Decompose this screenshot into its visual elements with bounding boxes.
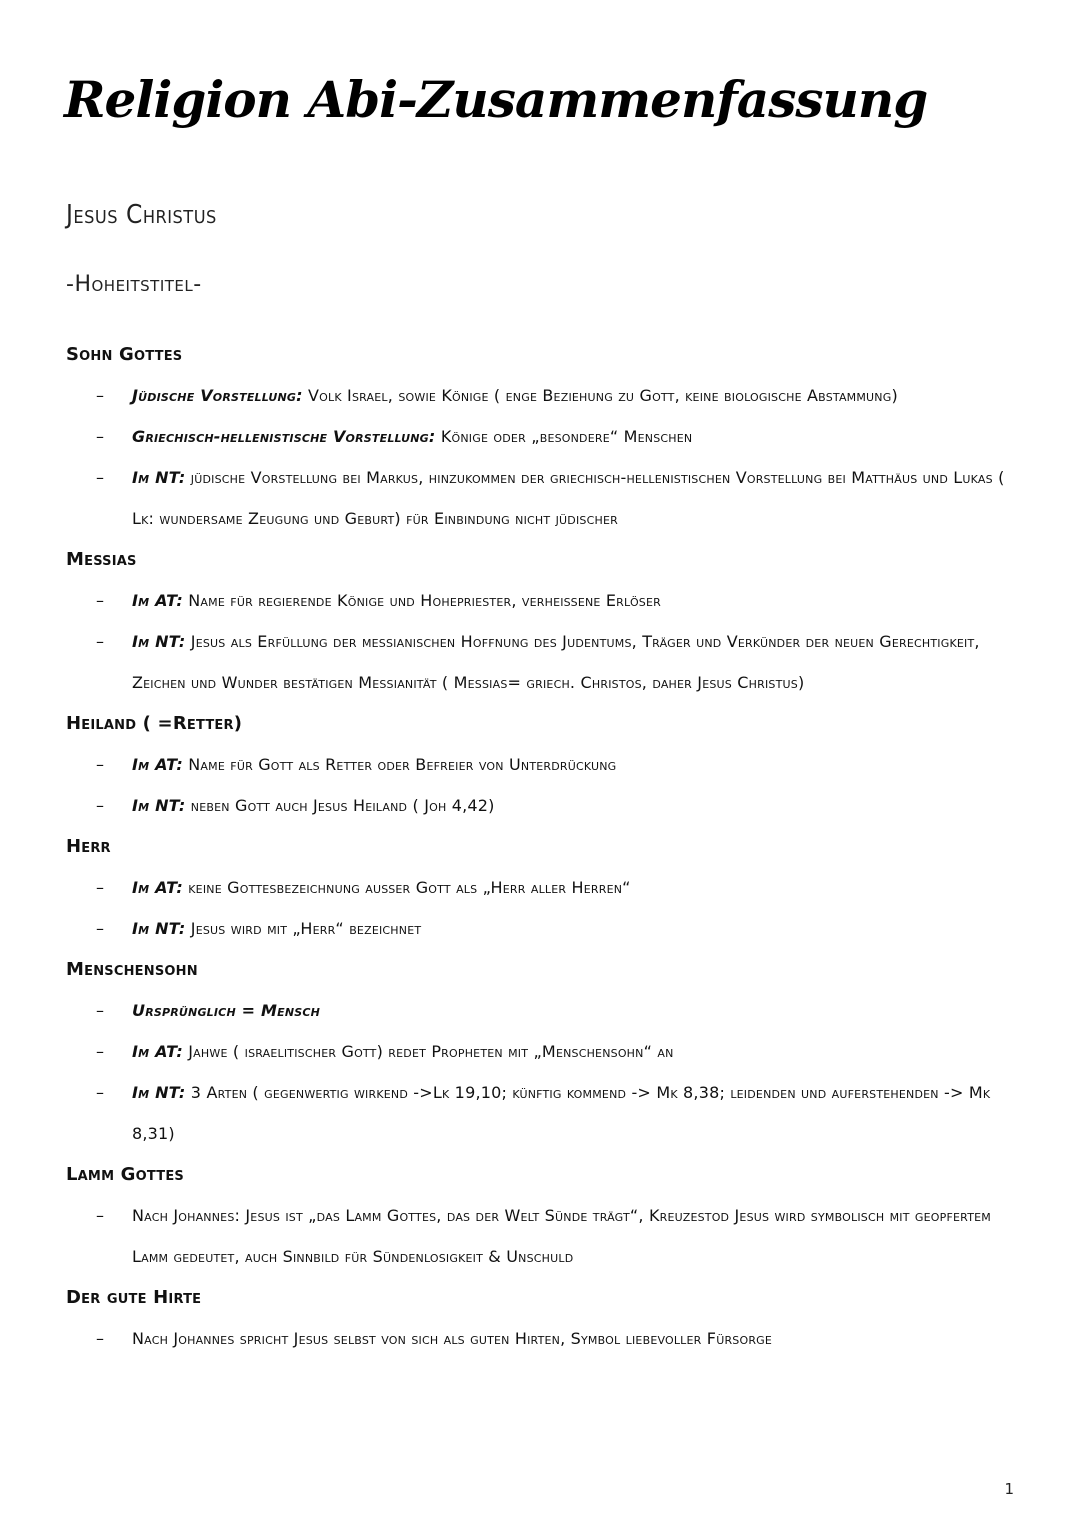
bullet-dash-icon: – — [96, 755, 105, 774]
bullet-label: Im AT: — [132, 755, 183, 774]
bullet-text: Nach Johannes spricht Jesus selbst von sich als guten Hirten, Symbol liebevoller Fürsorge — [132, 1329, 773, 1348]
bullet-item — [66, 1195, 1026, 1277]
bullet-text: Jesus wird mit „Herr“ bezeichnet — [190, 919, 422, 938]
term-heading: Messias — [66, 549, 137, 570]
bullet-text: Volk Israel, sowie Könige ( enge Beziehung zu Gott, keine biologische Abstammung) — [308, 386, 898, 405]
bullet-text: jüdische Vorstellung bei Markus, hinzukommen der griechisch-hellenistischen Vorstellung bei Matthäus und Lukas ( Lk: wundersame Zeugung und Geburt) für Einbindung nicht jüdischer — [132, 468, 1005, 528]
bullet-dash-icon: – — [96, 386, 105, 405]
section-title: Jesus Christus — [66, 200, 217, 230]
bullet-item — [66, 1072, 1026, 1154]
bullet-item — [66, 867, 1026, 908]
bullet-label: Im AT: — [132, 878, 183, 897]
document-title: Religion Abi-Zusammenfassung — [64, 70, 928, 129]
bullet-item — [66, 1318, 1026, 1359]
bullet-text: Name für Gott als Retter oder Befreier von Unterdrückung — [188, 755, 617, 774]
bullet-label: Im NT: — [132, 919, 186, 938]
bullet-dash-icon: – — [96, 1206, 105, 1225]
bullet-label: Im AT: — [132, 1042, 183, 1061]
term-heading: Der gute Hirte — [66, 1287, 202, 1308]
bullet-label: Im NT: — [132, 796, 186, 815]
bullet-item — [66, 908, 1026, 949]
bullet-text: neben Gott auch Jesus Heiland ( Joh 4,42) — [190, 796, 495, 815]
term-heading: Menschensohn — [66, 959, 198, 980]
bullet-item — [66, 990, 1026, 1031]
bullet-dash-icon: – — [96, 919, 105, 938]
bullet-dash-icon: – — [96, 591, 105, 610]
bullet-label: Im NT: — [132, 1083, 186, 1102]
bullet-text: 3 Arten ( gegenwertig wirkend ->Lk 19,10; künftig kommend -> Mk 8,38; leidenden und auferstehenden -> Mk 8,31) — [132, 1083, 991, 1143]
bullet-text: Nach Johannes: Jesus ist „das Lamm Gottes, das der Welt Sünde trägt“, Kreuzestod Jesus wird symbolisch mit geopfertem Lamm gedeutet, auch Sinnbild für Sündenlosigkeit & Unschuld — [132, 1206, 991, 1266]
bullet-item — [66, 457, 1026, 539]
bullet-item — [66, 621, 1026, 703]
page-number: 1 — [1004, 1480, 1014, 1498]
bullet-dash-icon: – — [96, 1042, 105, 1061]
bullet-item — [66, 1031, 1026, 1072]
bullet-item — [66, 580, 1026, 621]
bullet-item — [66, 375, 1026, 416]
bullet-label: Im NT: — [132, 468, 186, 487]
bullet-item — [66, 785, 1026, 826]
bullet-text: Jahwe ( israelitischer Gott) redet Propheten mit „Menschensohn“ an — [188, 1042, 674, 1061]
bullet-dash-icon: – — [96, 1083, 105, 1102]
bullet-text: Jesus als Erfüllung der messianischen Hoffnung des Judentums, Träger und Verkünder der neuen Gerechtigkeit, Zeichen und Wunder bestätigen Messianität ( Messias= griech. Christos, daher Jesus Christus) — [132, 632, 980, 692]
bullet-text: Name für regierende Könige und Hohepriester, verheißene Erlöser — [188, 591, 661, 610]
bullet-text: Könige oder „besondere“ Menschen — [440, 427, 693, 446]
term-heading: Sohn Gottes — [66, 344, 183, 365]
bullet-dash-icon: – — [96, 632, 105, 651]
bullet-label: Griechisch-hellenistische Vorstellung: — [132, 427, 436, 446]
bullet-label: Ursprünglich = Mensch — [132, 1001, 321, 1020]
content-body — [66, 334, 1026, 1359]
bullet-label: Im NT: — [132, 632, 186, 651]
term-heading: Herr — [66, 836, 111, 857]
bullet-text: keine Gottesbezeichnung außer Gott als „Herr aller Herren“ — [188, 878, 631, 897]
bullet-item — [66, 416, 1026, 457]
bullet-dash-icon: – — [96, 878, 105, 897]
bullet-dash-icon: – — [96, 1001, 105, 1020]
term-heading: Lamm Gottes — [66, 1164, 184, 1185]
bullet-dash-icon: – — [96, 468, 105, 487]
term-heading: Heiland ( =Retter) — [66, 713, 243, 734]
bullet-item — [66, 744, 1026, 785]
bullet-label: Jüdische Vorstellung: — [132, 386, 303, 405]
bullet-dash-icon: – — [96, 796, 105, 815]
bullet-dash-icon: – — [96, 1329, 105, 1348]
bullet-label: Im AT: — [132, 591, 183, 610]
subsection-title: -Hoheitstitel- — [66, 272, 202, 297]
bullet-dash-icon: – — [96, 427, 105, 446]
